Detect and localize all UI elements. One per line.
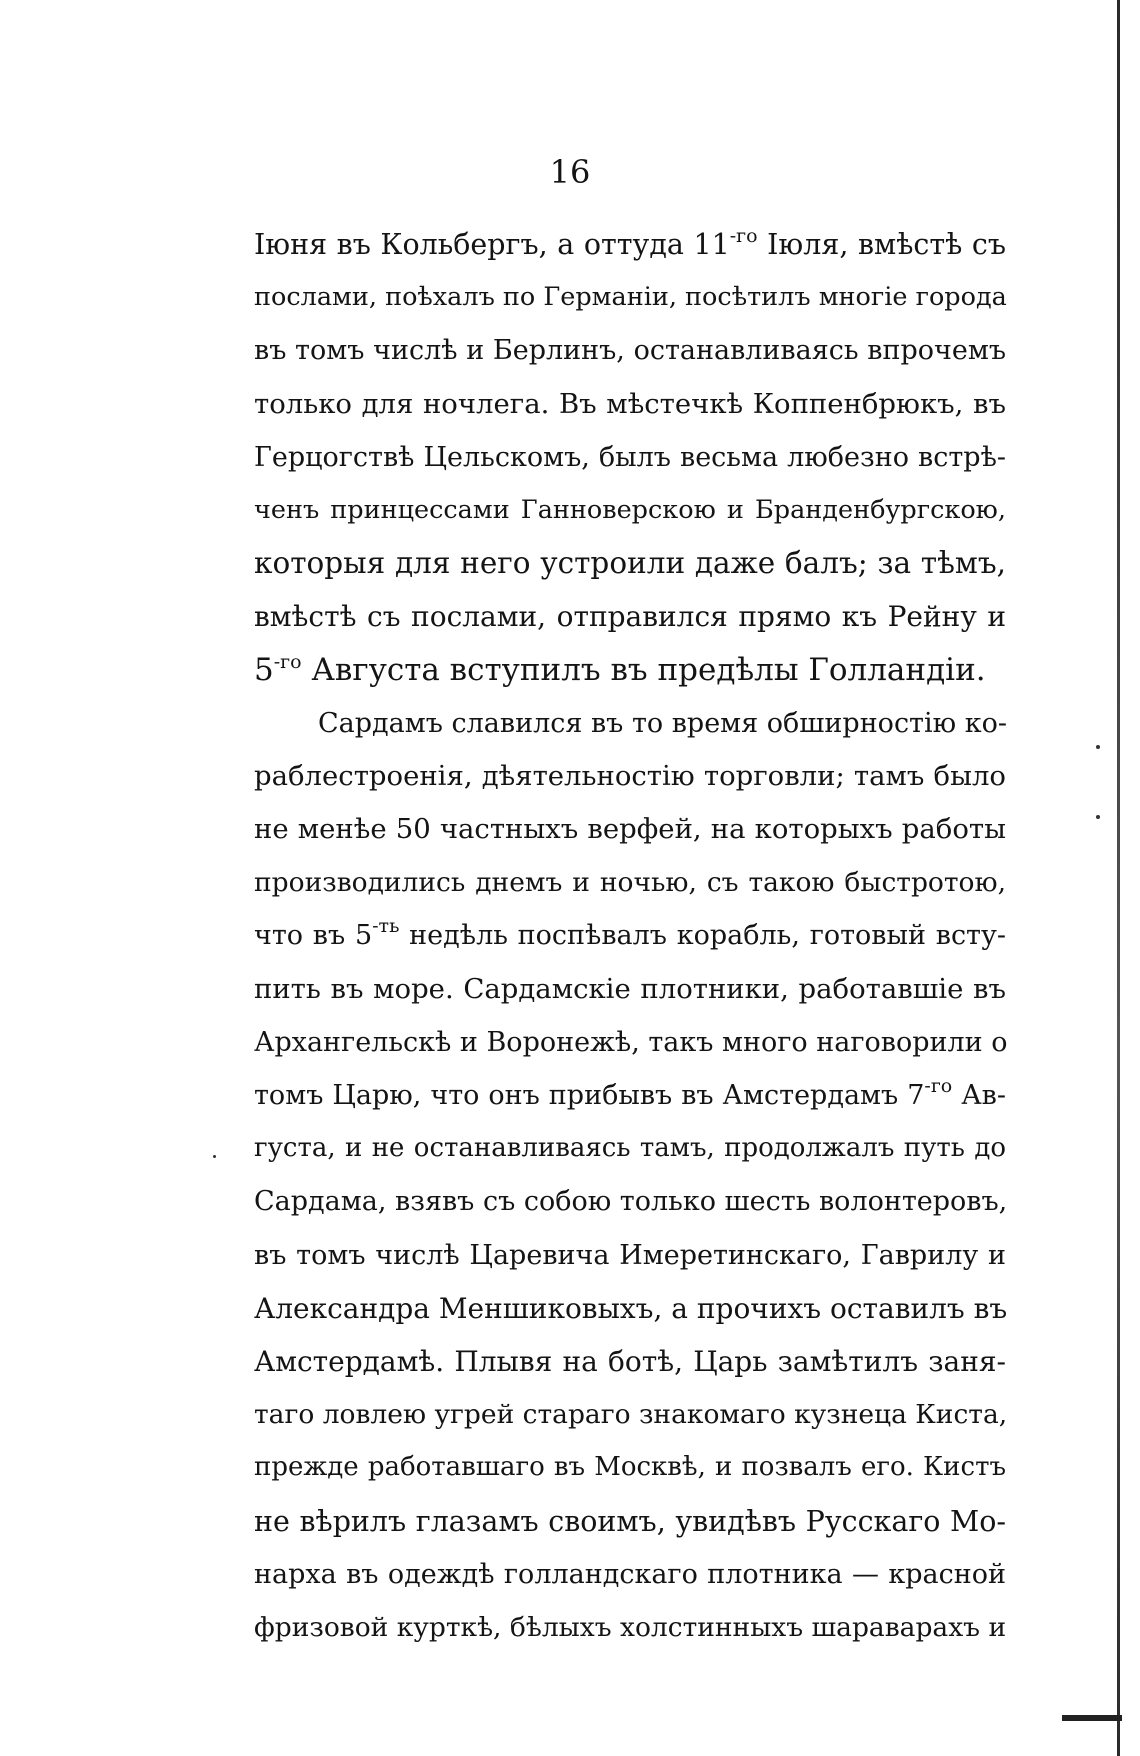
- text-segment: прежде работавшаго въ Москвѣ, и позвалъ его. Кистъ: [254, 1452, 1006, 1483]
- ordinal-suffix: -го: [924, 1075, 953, 1097]
- text-segment: Александра Меншиковыхъ, а прочихъ оставилъ въ: [254, 1291, 1008, 1325]
- text-segment: Герцогствѣ Цельскомъ, былъ весьма любезно встрѣ-: [254, 441, 1006, 473]
- scan-speck: [213, 1155, 216, 1158]
- ordinal-suffix: -ть: [372, 915, 400, 938]
- text-line: [254, 431, 1006, 484]
- text-line: [254, 856, 1006, 909]
- text-segment: Іюля, вмѣстѣ съ: [757, 228, 1006, 261]
- text-line: [254, 590, 1006, 643]
- text-segment: которыя для него устроили даже балъ; за тѣмъ,: [254, 546, 1006, 581]
- text-line: [254, 644, 1006, 697]
- text-line: [254, 218, 1006, 271]
- text-segment: только для ночлега. Въ мѣстечкѣ Коппенбрюкъ, въ: [254, 387, 1006, 420]
- text-line: [254, 1069, 1006, 1122]
- text-segment: послами, поѣхалъ по Германіи, посѣтилъ многіе города: [254, 282, 1007, 313]
- text-line: [254, 1175, 1006, 1228]
- text-line: [254, 324, 1006, 377]
- text-line: [254, 1495, 1006, 1548]
- text-line: [254, 1016, 1006, 1069]
- ordinal-suffix: -го: [273, 650, 302, 673]
- body-text: [254, 218, 1006, 1654]
- text-line: [254, 378, 1006, 431]
- text-segment: недѣль поспѣвалъ корабль, готовый всту-: [399, 920, 1007, 952]
- text-segment: ченъ принцессами Ганноверскою и Бранденбургскою,: [254, 494, 1006, 525]
- text-segment: въ томъ числѣ Царевича Имеретинскаго, Гаврилу и: [254, 1239, 1006, 1271]
- text-segment: нарха въ одеждѣ голландскаго плотника — красной: [254, 1558, 1006, 1590]
- text-segment: Архангельскѣ и Воронежѣ, такъ много наговорили о: [254, 1026, 1008, 1058]
- scan-speck: [1096, 815, 1100, 819]
- text-line: [254, 750, 1006, 803]
- text-segment: густа, и не останавливаясь тамъ, продолжалъ путь до: [254, 1133, 1006, 1164]
- text-segment: Іюня въ Кольбергъ, а оттуда 11: [254, 228, 730, 261]
- scan-edge-line: [1117, 0, 1120, 1756]
- scan-speck: [1096, 745, 1100, 749]
- text-segment: Амстердамѣ. Плывя на ботѣ, Царь замѣтилъ заня-: [254, 1344, 1006, 1378]
- text-line: [254, 537, 1006, 590]
- text-line: [254, 963, 1006, 1016]
- text-segment: производились днемъ и ночью, съ такою быстротою,: [254, 867, 1006, 899]
- text-segment: Сардама, взявъ съ собою только шесть волонтеровъ,: [254, 1186, 1008, 1218]
- text-segment: что въ 5: [254, 920, 373, 952]
- text-line: [254, 1388, 1006, 1441]
- text-segment: томъ Царю, что онъ прибывъ въ Амстердамъ 7: [254, 1080, 925, 1111]
- text-line: [254, 909, 1006, 962]
- text-line: [254, 271, 1006, 324]
- text-line: [254, 1441, 1006, 1494]
- text-line: [254, 697, 1006, 750]
- text-segment: Ав-: [952, 1080, 1006, 1111]
- text-line: [254, 1548, 1006, 1601]
- text-segment: фризовой курткѣ, бѣлыхъ холстинныхъ шараварахъ и: [254, 1611, 1007, 1643]
- text-segment: раблестроенія, дѣятельностію торговли; тамъ было: [254, 759, 1006, 792]
- text-line: [254, 1229, 1006, 1282]
- text-segment: Августа вступилъ въ предѣлы Голландіи.: [301, 651, 986, 688]
- text-line: [254, 1601, 1006, 1654]
- text-segment: не вѣрилъ глазамъ своимъ, увидѣвъ Русскаго Мо-: [254, 1504, 1006, 1538]
- page-number: 16: [549, 153, 591, 191]
- text-segment: пить въ море. Сардамскіе плотники, работавшіе въ: [254, 972, 1006, 1005]
- text-segment: таго ловлею угрей стараго знакомаго кузнеца Киста,: [254, 1399, 1008, 1431]
- text-segment: Сардамъ славился въ то время обширностію ко-: [318, 707, 1007, 739]
- text-line: [254, 484, 1006, 537]
- ordinal-suffix: -го: [729, 225, 758, 247]
- text-segment: не менѣе 50 частныхъ верфей, на которыхъ работы: [254, 813, 1006, 846]
- text-line: [254, 1282, 1006, 1335]
- scan-corner-mark: [1062, 1715, 1122, 1721]
- text-segment: въ томъ числѣ и Берлинъ, останавливаясь впрочемъ: [254, 335, 1006, 367]
- text-line: [254, 1335, 1006, 1388]
- text-line: [254, 803, 1006, 856]
- text-segment: 5: [254, 651, 274, 688]
- text-line: [254, 1122, 1006, 1175]
- text-segment: вмѣстѣ съ послами, отправился прямо къ Рейну и: [254, 600, 1006, 634]
